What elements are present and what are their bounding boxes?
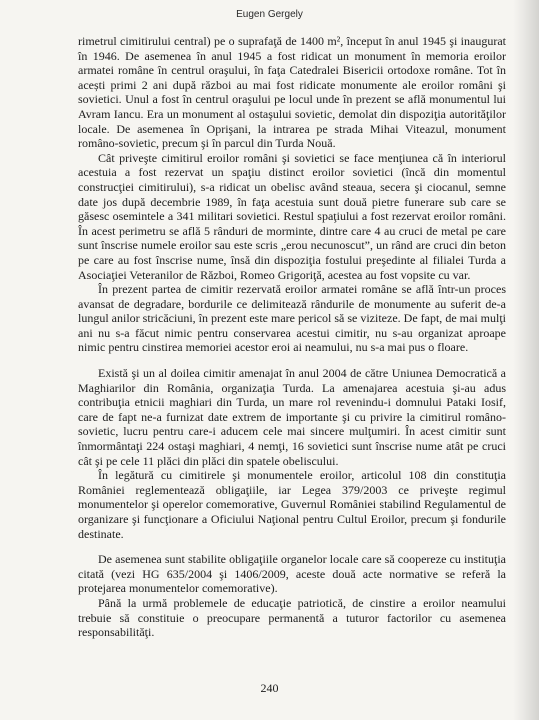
paragraph: În legătură cu cimitirele şi monumentele eroilor, articolul 108 din constituţia României reglementează obligaţiile, iar Legea 379/2003 ce priveşte regimul monumentelor şi operelor comemorative, Guvernul României stabilind Regulamentul de organizare şi funcţionare a Oficiului Naţional pentru Cultul Eroilor, precum şi fondurile destinate.	[78, 468, 506, 541]
running-header: Eugen Gergely	[236, 9, 303, 20]
page-number: 240	[260, 681, 279, 695]
paragraph: De asemenea sunt stabilite obligaţiile organelor locale care să coopereze cu instituţia citată (vezi HG 635/2004 şi 1406/2009, aceste două acte normative se referă la protejarea monumentelor comemorative).	[78, 552, 506, 596]
paragraph: rimetrul cimitirului central) pe o suprafaţă de 1400 m², început în anul 1945 şi inaugurat în 1946. De asemenea în anul 1945 a fost ridicat un monument în memoria eroilor armatei române în centrul oraşului, în faţa Catedralei Bisericii ortodoxe române. Tot în acești primi 2 ani după război au mai fost ridicate monumente ale eroilor români şi sovietici. Unul a fost în centrul oraşului pe locul unde în prezent se află monumentul lui Avram Iancu. Era un monument al ostaşului sovietic, demolat din dispoziţia autorităţilor locale. De asemenea în Oprişani, la intrarea pe strada Mihai Viteazul, monument româno-sovietic, precum şi în parcul din Turda Nouă.	[78, 34, 506, 151]
paragraph: Există şi un al doilea cimitir amenajat în anul 2004 de către Uniunea Democratică a Maghiarilor din România, organizaţia Turda. La amenajarea acestuia şi-au adus contribuţia etnicii maghiari din Turda, un mare rol revenindu-i domnului Pataki Iosif, care de fapt ne-a furnizat date extrem de importante şi cu privire la cimitirul româno-sovietic, lucru pentru care-i aducem cele mai sincere mulţumiri. În acest cimitir sunt înmormântaţi 224 ostaşi maghiari, 4 nemţi, 16 sovietici sunt înscrise nume atât pe cruci cât şi pe cele 11 plăci din plăci din spatele obeliscului.	[78, 366, 506, 468]
paragraph: În prezent partea de cimitir rezervată eroilor armatei române se află într-un proces avansat de degradare, bordurile ce delimitează rândurile de monumente au suferit de-a lungul anilor stricăciuni, în prezent este mare pericol să se viziteze. De fapt, de mai mulţi ani nu s-a făcut nimic pentru conservarea acestui cimitir, nu s-au organizat aproape nimic pentru cinstirea memoriei acestor eroi ai neamului, nu s-a mai pus o floare.	[78, 282, 506, 355]
body-text	[78, 34, 506, 640]
paragraph: Cât priveşte cimitirul eroilor români şi sovietici se face menţiunea că în interiorul acestuia a fost rezervat un spaţiu distinct eroilor sovietici (încă din momentul construcţiei cimitirului), s-a ridicat un obelisc având steaua, secera şi ciocanul, semne date jos după decembrie 1989, în faţa acestuia sunt două pietre funerare sub care se găsesc osemintele a 341 militari sovietici. Restul spaţiului a fost rezervat eroilor români. În acest perimetru se află 5 rânduri de morminte, dintre care 4 au cruci de metal pe care sunt înscrise numele eroilor sau este scris „erou necunoscut”, un rând are cruci din beton pe care au fost înscrise nume, însă din dispoziţia fostului preşedinte al filialei Turda a Asociaţiei Veteranilor de Război, Romeo Grigoriţă, acestea au fost vopsite cu var.	[78, 150, 506, 282]
paragraph: Până la urmă problemele de educaţie patriotică, de cinstire a eroilor neamului trebuie să constituie o preocupare permanentă a tuturor factorilor cu asemenea responsabilităţi.	[78, 595, 506, 640]
binding-shadow	[513, 0, 539, 720]
